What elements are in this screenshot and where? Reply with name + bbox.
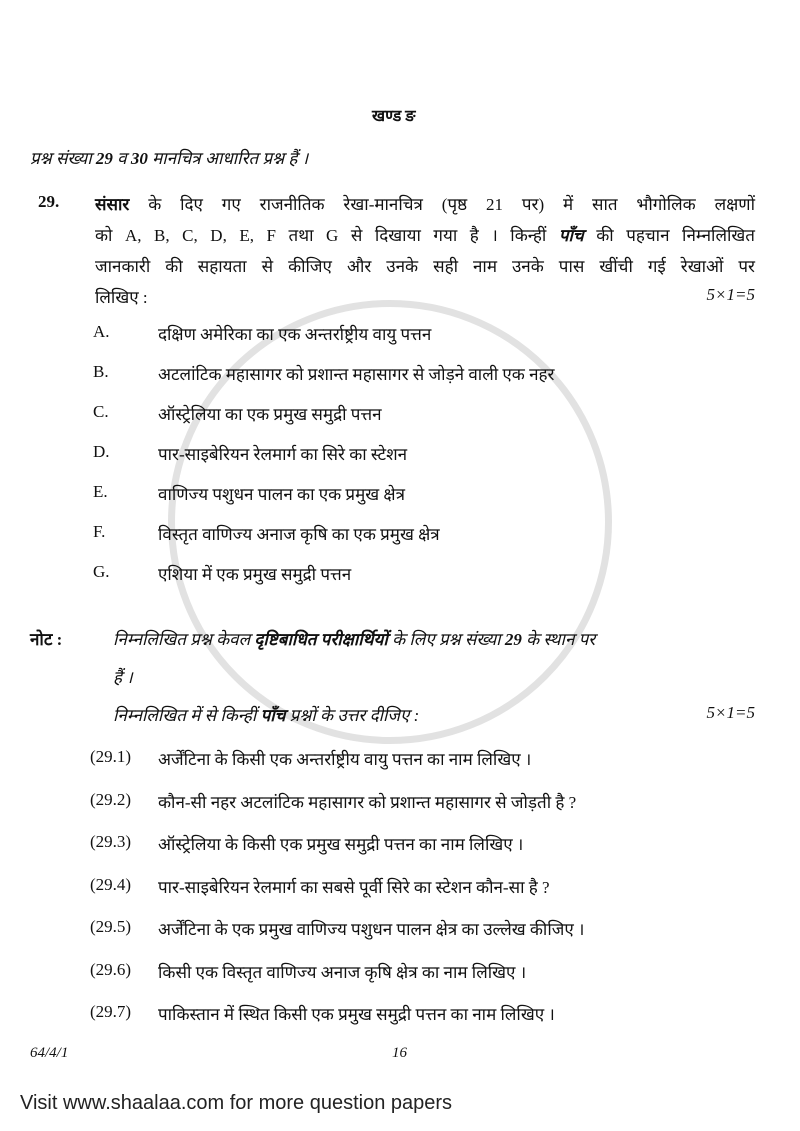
marks: 5×1=5	[706, 285, 755, 304]
promo-link[interactable]: Visit www.shaalaa.com for more question papers	[20, 1092, 453, 1114]
sub-question-text: पाकिस्तान में स्थित किसी एक प्रमुख समुद्री पत्तन का नाम लिखिए ।	[158, 1005, 555, 1024]
sub-question	[90, 917, 584, 940]
sub-question-number: (29.7)	[90, 1002, 132, 1021]
sub-question-number: (29.6)	[90, 959, 132, 979]
sub-question-number: (29.2)	[90, 789, 132, 809]
sub-question-text: ऑस्ट्रेलिया के किसी एक प्रमुख समुद्री पत्तन का नाम लिखिए ।	[158, 835, 524, 854]
feature-description: अटलांटिक महासागर को प्रशान्त महासागर से जोड़ने वाली एक नहर	[158, 365, 555, 384]
feature-label: E.	[93, 482, 108, 501]
feature-description: विस्तृत वाणिज्य अनाज कृषि का एक प्रमुख क्षेत्र	[158, 525, 440, 544]
feature-description: एशिया में एक प्रमुख समुद्री पत्तन	[158, 565, 352, 584]
sub-question	[90, 747, 531, 770]
sub-question	[90, 960, 526, 983]
note-line-2: हैं ।	[113, 668, 133, 687]
feature-description: दक्षिण अमेरिका का एक अन्तर्राष्ट्रीय वायु पत्तन	[158, 325, 432, 344]
sub-question-text: अर्जेंटिना के किसी एक अन्तर्राष्ट्रीय वायु पत्तन का नाम लिखिए ।	[158, 750, 532, 769]
feature-item	[93, 402, 382, 425]
feature-description: ऑस्ट्रेलिया का एक प्रमुख समुद्री पत्तन	[158, 405, 382, 424]
page-number: 16	[392, 1045, 407, 1061]
sub-question	[90, 790, 576, 813]
feature-description: पार-साइबेरियन रेलमार्ग का सिरे का स्टेशन	[158, 445, 408, 464]
sub-question-number: (29.3)	[90, 832, 132, 851]
note-line-1: नोट : निम्नलिखित प्रश्न केवल दृष्टिबाधित परीक्षार्थियों के लिए प्रश्न संख्या 29 के स्थान पर	[30, 627, 595, 650]
feature-label: A.	[93, 322, 110, 341]
sub-question-text: किसी एक विस्तृत वाणिज्य अनाज कृषि क्षेत्र का नाम लिखिए ।	[158, 962, 527, 982]
note-label: नोट :	[30, 630, 63, 649]
feature-item	[93, 442, 407, 465]
section-title: खण्ड ङ	[372, 108, 416, 125]
question-29-text: संसार के दिए गए राजनीतिक रेखा-मानचित्र (पृष्ठ 21 पर) में सात भौगोलिक लक्षणों को A, B, C, D, E, F तथा G से दिखाया गया है । किन्हीं पाँच की पहचान निम्नलिखित जानकारी की सहायता से कीजिए और उनके सही नाम उनके पास खींची गई रेखाओं पर लिखिए : 5×1=5	[95, 192, 755, 316]
sub-question-text: अर्जेंटिना के एक प्रमुख वाणिज्य पशुधन पालन क्षेत्र का उल्लेख कीजिए ।	[158, 920, 585, 939]
feature-item	[93, 482, 405, 505]
feature-item	[93, 562, 351, 585]
sub-question	[90, 1002, 555, 1025]
sub-question-text: पार-साइबेरियन रेलमार्ग का सबसे पूर्वी सिरे का स्टेशन कौन-सा है ?	[158, 877, 550, 897]
feature-item	[93, 522, 440, 545]
question-number: 29.	[38, 192, 60, 211]
feature-label: G.	[93, 562, 110, 581]
sub-question-number: (29.4)	[90, 874, 132, 894]
sub-question-number: (29.5)	[90, 917, 132, 936]
sub-question-text: कौन-सी नहर अटलांटिक महासागर को प्रशान्त महासागर से जोड़ती है ?	[158, 792, 577, 812]
feature-label: D.	[93, 442, 110, 461]
sub-question-number: (29.1)	[90, 747, 132, 766]
feature-label: B.	[93, 362, 109, 381]
feature-label: F.	[93, 522, 106, 541]
feature-item	[93, 322, 431, 345]
note-line-3: निम्नलिखित में से किन्हीं पाँच प्रश्नों के उत्तर दीजिए : 5×1=5	[113, 703, 755, 725]
sub-question	[90, 875, 550, 898]
feature-label: C.	[93, 402, 109, 421]
paper-code: 64/4/1	[30, 1045, 69, 1061]
intro-text: प्रश्न संख्या 29 व 30 मानचित्र आधारित प्रश्न हैं ।	[30, 149, 309, 168]
note-marks: 5×1=5	[706, 703, 755, 722]
feature-description: वाणिज्य पशुधन पालन का एक प्रमुख क्षेत्र	[158, 485, 405, 504]
feature-item	[93, 362, 555, 385]
sub-question	[90, 832, 523, 855]
